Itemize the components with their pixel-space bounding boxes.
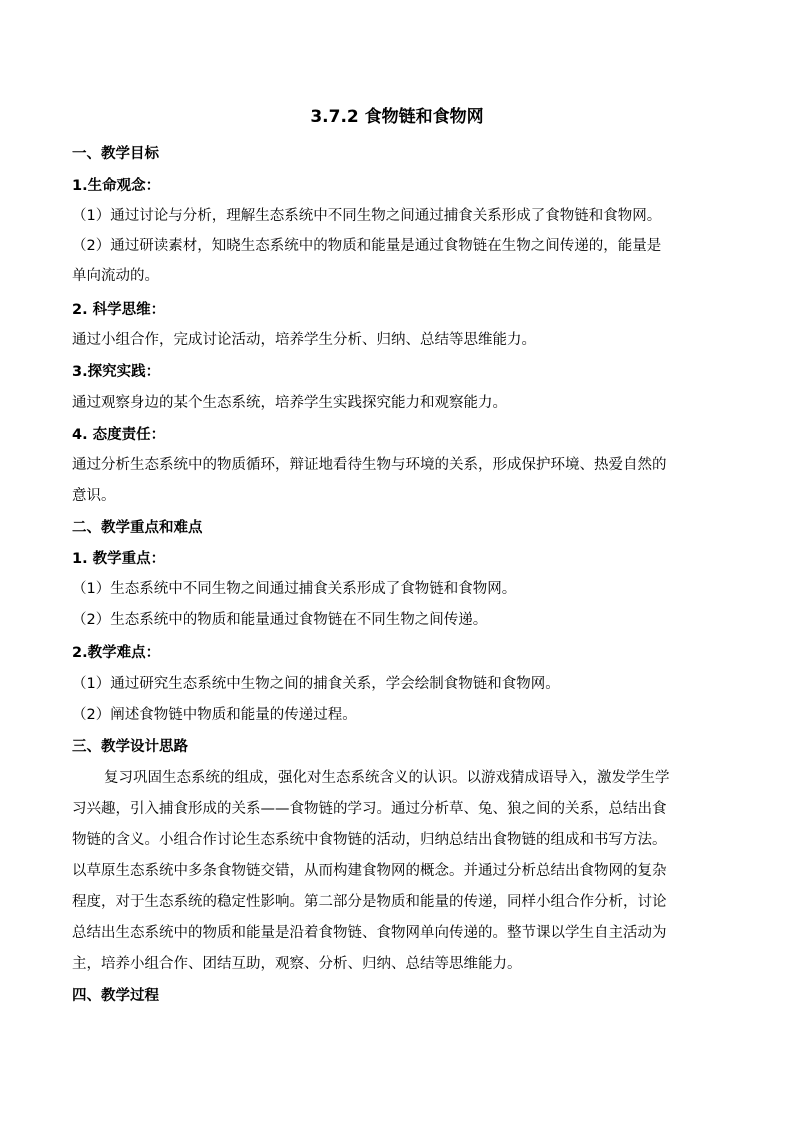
paragraph: 通过小组合作，完成讨论活动，培养学生分析、归纳、总结等思维能力。 [72,332,536,348]
section-heading-objectives: 一、教学目标 [72,146,159,162]
paragraph: （1）通过讨论与分析，理解生态系统中不同生物之间通过捕食关系形成了食物链和食物网。 [72,208,662,224]
paragraph: 总结出生态系统中的物质和能量是沿着食物链、食物网单向传递的。整节课以学生自主活动为 [72,925,667,941]
section-heading-teaching-process: 四、教学过程 [72,988,159,1004]
paragraph: （2）通过研读素材，知晓生态系统中的物质和能量是通过食物链在生物之间传递的，能量是 [72,238,662,254]
paragraph: 程度，对于生态系统的稳定性影响。第二部分是物质和能量的传递，同样小组合作分析，讨论 [72,894,667,910]
paragraph: 单向流动的。 [72,268,159,284]
paragraph: 习兴趣，引入捕食形成的关系——食物链的学习。通过分析草、兔、狼之间的关系，总结出食 [72,801,667,817]
subheading-difficulties: 2.教学难点： [72,645,161,661]
subheading-attitude-responsibility: 4. 态度责任： [72,427,166,443]
paragraph: 意识。 [72,488,116,504]
section-heading-design-idea: 三、教学设计思路 [72,739,188,755]
paragraph: （1）通过研究生态系统中生物之间的捕食关系，学会绘制食物链和食物网。 [72,676,560,692]
paragraph: 复习巩固生态系统的组成，强化对生态系统含义的认识。以游戏猜成语导入，激发学生学 [104,770,670,786]
subheading-inquiry-practice: 3.探究实践： [72,364,161,380]
paragraph: 以草原生态系统中多条食物链交错，从而构建食物网的概念。并通过分析总结出食物网的复杂 [72,863,667,879]
subheading-scientific-thinking: 2. 科学思维： [72,302,166,318]
section-heading-key-points: 二、教学重点和难点 [72,520,203,536]
paragraph: 通过分析生态系统中的物质循环，辩证地看待生物与环境的关系，形成保护环境、热爱自然的 [72,457,667,473]
paragraph: 物链的含义。小组合作讨论生态系统中食物链的活动，归纳总结出食物链的组成和书写方法。 [72,832,667,848]
paragraph: 通过观察身边的某个生态系统，培养学生实践探究能力和观察能力。 [72,395,507,411]
paragraph: （1）生态系统中不同生物之间通过捕食关系形成了食物链和食物网。 [72,581,517,597]
paragraph: 主，培养小组合作、团结互助，观察、分析、归纳、总结等思维能力。 [72,956,522,972]
document-title: 3.7.2 食物链和食物网 [310,107,484,127]
subheading-life-concept: 1.生命观念： [72,178,161,194]
paragraph: （2）生态系统中的物质和能量通过食物链在不同生物之间传递。 [72,612,488,628]
paragraph: （2）阐述食物链中物质和能量的传递过程。 [72,707,357,723]
subheading-key-points: 1. 教学重点： [72,551,166,567]
